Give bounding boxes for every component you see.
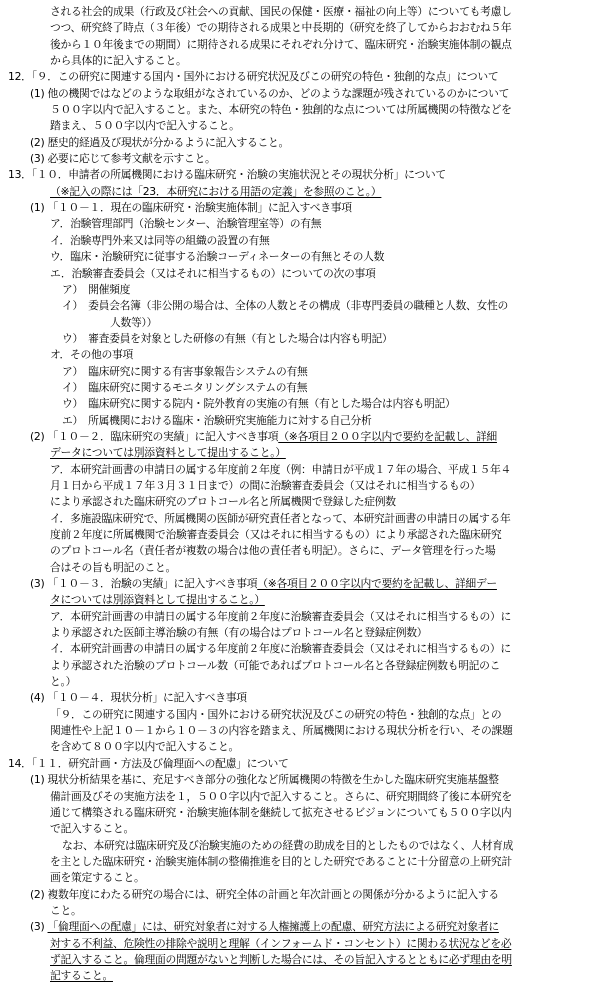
line-text: イ．本研究計画書の申請日の属する年度前２年度に治験審査委員会（又はそれに相当するもの）に [50,642,511,656]
line-text: つつ、研究終了時点（３年後）での期待される成果と中長期的（研究を終了してからおおむね５年 [50,21,512,35]
text-line [0,494,600,510]
text-line [0,625,600,641]
text-line [0,396,600,412]
text-line [0,952,600,968]
line-text: (4) 「１０－４．現状分析」に記入すべき事項 [30,691,247,705]
line-text: (3) 「１０－３．治験の実績」に記入すべき事項 [30,577,258,591]
text-line [0,838,600,854]
line-text: イ．治験専門外来又は同等の組織の設置の有無 [50,233,270,247]
text-line [0,478,600,494]
document-page [0,4,600,985]
line-text: 画を策定すること。 [50,871,145,885]
line-text: 14．「１１．研究計画・方法及び倫理面への配慮」について [8,756,289,770]
line-text: ５００字以内で記入すること。また、本研究の特色・独創的な点については所属機関の特徴などを [50,103,512,117]
text-line [0,413,600,429]
line-text: 踏まえ、５００字以内で記入すること。 [50,119,240,133]
text-line [0,86,600,102]
line-text: (2) 複数年度にわたる研究の場合には、研究全体の計画と年次計画との関係が分かるように記入する [30,887,499,901]
line-text: のプロトコール名（責任者が複数の場合は他の責任者も明記）。さらに、データ管理を行った場 [50,544,496,558]
text-line [0,184,600,200]
text-line [0,233,600,249]
text-line [0,249,600,265]
text-line [0,364,600,380]
text-line [0,282,600,298]
text-line [0,543,600,559]
text-line [0,903,600,919]
text-line [0,151,600,167]
line-text: 対する不利益、危険性の排除や説明と理解（インフォームド・コンセント）に関わる状況などを必 [50,936,512,950]
line-text: 人数等）） [110,315,158,329]
line-text: ア．本研究計画書の申請日の属する年度前２年度に治験審査委員会（又はそれに相当するもの）に [50,609,511,623]
line-text: 月１日から平成１７年３月３１日まで）の間に治験審査委員会（又はそれに相当するもの） [50,478,481,492]
line-text: より承認された治験のプロトコール数（可能であればプロトコール名と各登録症例数も明記のこ [50,658,501,672]
text-line [0,167,600,183]
line-text: 後から１０年後までの期間）に期待される成果にそれぞれ分けて、臨床研究・治験実施体制の観点 [50,37,512,51]
text-line [0,609,600,625]
line-text: (3) 必要に応じて参考文献を示すこと。 [30,152,216,166]
line-text: から具体的に記入すること。 [50,54,187,68]
line-text: と。） [50,675,77,689]
text-line [0,102,600,118]
text-line [0,739,600,755]
text-line [0,723,600,739]
text-line [0,936,600,952]
line-text: ウ） 臨床研究に関する院内・院外教育の実施の有無（有とした場合は内容も明記） [62,397,456,411]
line-text: より承認された医師主導治験の有無（有の場合はプロトコール名と登録症例数） [50,626,428,640]
line-text: ア．本研究計画書の申請日の属する年度前２年度（例：申請日が平成１７年の場合、平成１５年４ [50,462,511,476]
text-line [0,560,600,576]
text-line [0,429,600,445]
text-line [0,527,600,543]
text-line [0,592,600,608]
line-text: を主とした臨床研究・治験実施体制の整備推進を目的とした研究であることに十分留意の上研究計 [50,854,512,868]
line-text: 12．「９．この研究に関連する国内・国外における研究状況及びこの研究の特色・独創的な点」について [8,70,499,84]
text-line [0,298,600,314]
text-line [0,674,600,690]
text-line [0,789,600,805]
text-line [0,53,600,69]
line-text: 度前２年度に所属機関で治験審査委員会（又はそれに相当するもの）により承認された臨床研究 [50,528,502,541]
text-line [0,658,600,674]
line-text: で記入すること。 [50,822,134,836]
line-text: ア） 開催頻度 [62,282,131,296]
text-line [0,331,600,347]
text-line [0,380,600,396]
line-text: オ．その他の事項 [50,348,134,362]
line-text: (1) 「１０－１．現在の臨床研究・治験実施体制」に記入すべき事項 [30,201,352,215]
line-text: (2) 「１０－２．臨床研究の実績」に記入すべき事項 [30,429,279,443]
text-line [0,266,600,282]
text-line [0,20,600,36]
text-line [0,347,600,363]
line-text: エ．治験審査委員会（又はそれに相当するもの）についての次の事項 [50,266,376,280]
text-line [0,69,600,85]
text-line [0,641,600,657]
line-underlined-tail: （※各項目２００字以内で要約を記載し、詳細デー [257,577,497,591]
line-text: 合はその旨も明記のこと。 [50,560,176,574]
text-line [0,821,600,837]
line-text: 「９．この研究に関連する国内・国外における研究状況及びこの研究の特色・独創的な点」との [50,707,502,721]
text-line [0,576,600,592]
line-text: ウ） 審査委員を対象とした研修の有無（有とした場合は内容も明記） [62,331,393,345]
line-text: イ） 臨床研究に関するモニタリングシステムの有無 [62,380,308,394]
text-line [0,135,600,151]
line-text: なお、本研究は臨床研究及び治験実施のための経費の助成を目的としたものではなく、人材育成 [62,838,514,852]
line-text: (1) 他の機関ではなどのような取組がなされているのか、どのような課題が残されているのかについて [30,86,510,100]
line-prefix: (3) [30,920,48,934]
line-text: 備計画及びその実施方法を１，５００字以内で記入すること。さらに、研究期間終了後に本研究を [50,789,512,803]
text-line [0,462,600,478]
line-text: ア） 臨床研究に関する有害事象報告システムの有無 [62,364,308,378]
line-text: 13．「１０．申請者の所属機関における臨床研究・治験の実施状況とその現状分析」について [8,168,446,182]
line-text: タについては別添資料として提出すること。） [50,593,265,607]
text-line [0,968,600,984]
line-text: (1) 現状分析結果を基に、充足すべき部分の強化など所属機関の特徴を生かした臨床研究実施基盤整 [30,773,499,787]
line-text: (2) 歴史的経過及び現状が分かるように記入すること。 [30,135,289,149]
line-text: ア．治験管理部門（治験センター、治験管理室等）の有無 [50,217,322,231]
text-line [0,200,600,216]
line-text: （※記入の際には「23．本研究における用語の定義」を参照のこと。） [50,184,382,198]
line-underlined-tail: （※各項目２００字以内で要約を記載し、詳細 [278,429,497,443]
text-line [0,4,600,20]
text-line [0,805,600,821]
text-line [0,756,600,772]
text-line [0,919,600,935]
line-text: エ） 所属機関における臨床・治験研究実施能力に対する自己分析 [62,413,372,427]
text-line [0,118,600,134]
text-line [0,315,600,331]
text-line [0,707,600,723]
line-text: により承認された臨床研究のプロトコール名と所属機関で登録した症例数 [50,495,396,509]
line-text: ず記入すること。倫理面の問題がないと判断した場合には、その旨記入するとともに必ず理由を明 [50,952,512,966]
line-text: 記すること。 [50,969,113,983]
line-underlined-part: 「倫理面への配慮」には、研究対象者に対する人権擁護上の配慮、研究方法による研究対象者に [47,920,499,934]
line-text: データについては別添資料として提出すること。） [50,446,286,460]
line-text: を含めて８００字以内で記入すること。 [50,740,239,754]
line-text: 通じて構築される臨床研究・治験実施体制を継続して拡充させるビジョンについても５００字以内 [50,805,512,819]
text-line [0,887,600,903]
line-text: イ．多施設臨床研究で、所属機関の医師が研究責任者となって、本研究計画書の申請日の属する年 [50,511,511,525]
line-text: ウ．臨床・治験研究に従事する治験コーディネーターの有無とその人数 [50,250,385,264]
line-text: こと。 [50,903,82,917]
text-line [0,772,600,788]
text-line [0,37,600,53]
text-line [0,854,600,870]
text-line [0,216,600,232]
line-text: イ） 委員会名簿（非公開の場合は、全体の人数とその構成（非専門委員の職種と人数、女性の [62,299,508,313]
line-text: される社会的成果（行政及び社会への貢献、国民の保健・医療・福祉の向上等）についても考慮し [50,5,512,18]
text-line [0,511,600,527]
text-line [0,690,600,706]
text-line [0,445,600,461]
line-text: 関連性や上記１０－１から１０－３の内容を踏まえ、所属機関における現状分析を行い、その課題 [50,724,513,738]
text-line [0,870,600,886]
